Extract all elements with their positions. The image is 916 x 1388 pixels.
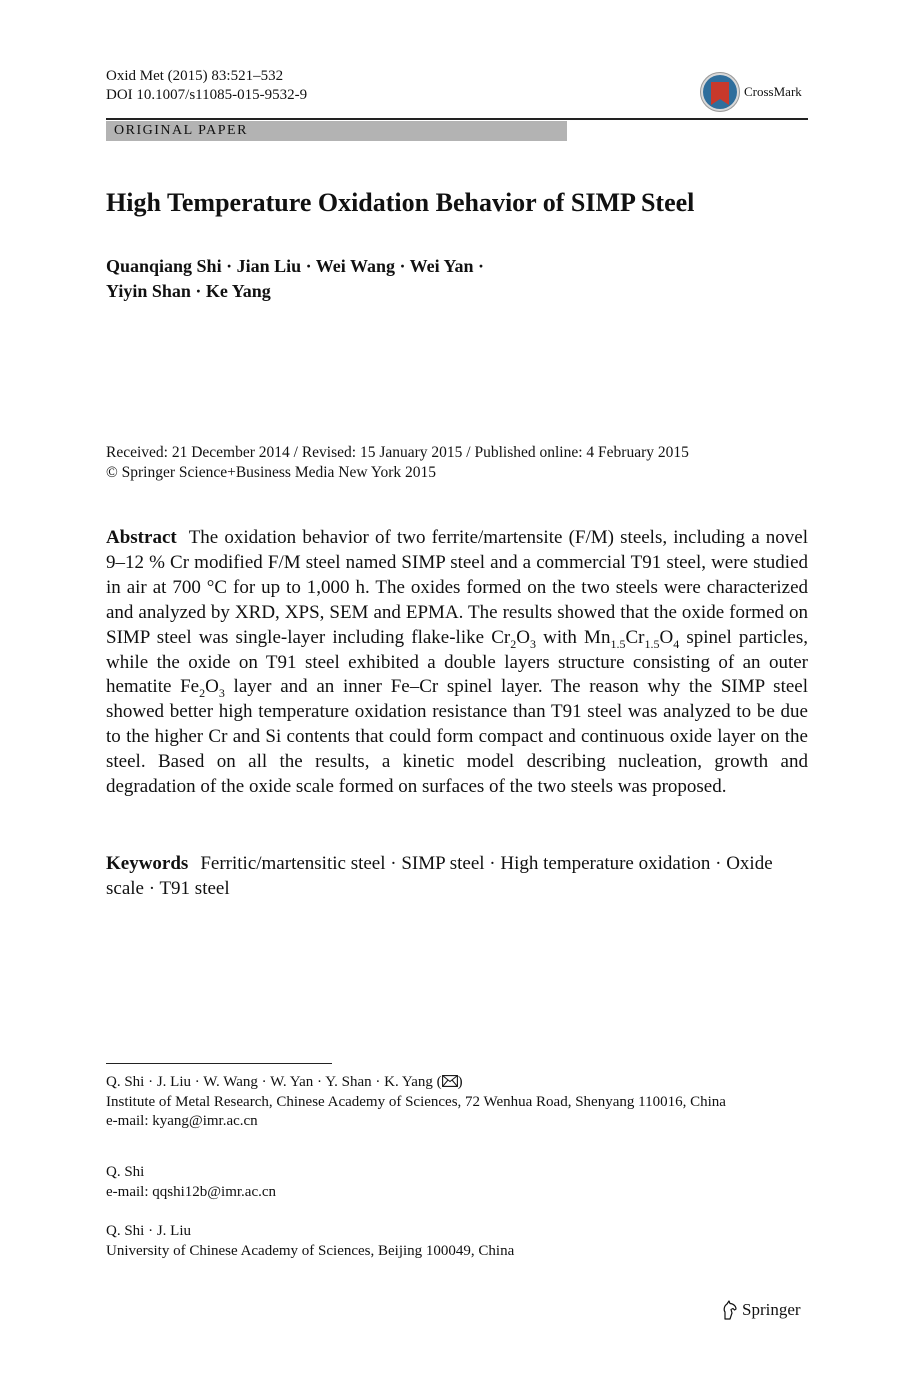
abstract-text: with Mn [535,626,611,648]
subscript: 3 [218,686,225,701]
author-line-2: Yiyin Shan · Ke Yang [106,281,271,301]
footnote-rule [106,1063,332,1064]
keywords-text: Ferritic/martensitic steel · SIMP steel · High temperature oxidation · Oxide scale · T91 steel [106,853,773,899]
subscript: 1.5 [610,636,626,651]
publisher-name: Springer [742,1300,801,1319]
footnote-email[interactable]: e-mail: kyang@imr.ac.cn [106,1113,258,1129]
journal-citation [106,67,307,105]
footnote-affiliation-2 [106,1163,808,1202]
subscript: 2 [199,686,206,701]
abstract-text: The oxidation behavior of two ferrite/martensite (F/M) steels, including a novel 9–12 % Cr modified F/M steel named SIMP steel and a commercial T91 steel, were studied in air at 700 °C for up to 1,000 h. The oxides formed on the two steels were characterized and analyzed by XRD, XPS, SEM and EPMA. The results showed that the oxide formed on SIMP steel was single-layer including flake-like Cr [106,527,808,648]
abstract-text: O [205,676,219,698]
footnote-authors: Q. Shi · J. Liu [106,1223,192,1239]
publisher-logo [722,1300,801,1320]
subscript: 2 [510,636,517,651]
footnote-email[interactable]: e-mail: qqshi12b@imr.ac.cn [106,1183,277,1200]
paper-type-banner: ORIGINAL PAPER [106,121,567,141]
author-line-1: Quanqiang Shi · Jian Liu · Wei Wang · Wei Yan · [106,256,484,276]
abstract-text: O [659,626,674,648]
abstract-text: spinel particles, while the oxide on T91 steel exhibited a double layers structure consisting of an outer hematite Fe [106,626,808,698]
footnote-authors: Q. Shi · J. Liu · W. Wang · W. Yan · Y. Shan · K. Yang ( [106,1074,442,1090]
history-dates: Received: 21 December 2014 / Revised: 15 January 2015 / Published online: 4 February 2015 [106,444,689,461]
footnote-affiliation-3 [106,1222,808,1261]
subscript: 1.5 [644,636,660,651]
footnote-institution: University of Chinese Academy of Sciences, Beijing 100049, China [106,1242,515,1259]
keywords [106,851,808,901]
subscript: 4 [673,636,680,651]
doi-line[interactable]: DOI 10.1007/s11085-015-9532-9 [106,87,308,103]
author-list [106,254,808,304]
article-title: High Temperature Oxidation Behavior of SIMP Steel [106,188,695,217]
abstract [106,526,808,800]
springer-horse-icon [722,1300,738,1320]
footnote-authors-line [106,1073,808,1093]
article-history [106,443,808,483]
footnote-paren: ) [457,1074,463,1090]
footnote-affiliation-1 [106,1073,808,1132]
envelope-icon [442,1075,458,1087]
keywords-heading: Keywords [106,853,189,874]
header-rule [106,118,808,120]
subscript: 3 [529,636,536,651]
abstract-heading: Abstract [106,527,177,548]
journal-line: Oxid Met (2015) 83:521–532 [106,68,284,84]
crossmark-label: CrossMark [744,84,802,99]
copyright-line: © Springer Science+Business Media New York 2015 [106,464,437,481]
abstract-text: layer and an inner Fe–Cr spinel layer. The reason why the SIMP steel showed better high temperature oxidation resistance than T91 steel was analyzed to be due to the higher Cr and Si contents that could form compact and continuous oxide layer on the steel. Based on all the results, a kinetic model describing nucleation, growth and degradation of the oxide scale formed on surfaces of the two steels was proposed. [106,676,808,798]
crossmark-badge[interactable] [699,71,802,113]
footnote-institution: Institute of Metal Research, Chinese Academy of Sciences, 72 Wenhua Road, Shenyang 110016, China [106,1093,726,1110]
abstract-text: O [516,626,530,648]
footnote-authors: Q. Shi [106,1164,145,1180]
abstract-text: Cr [625,626,645,648]
crossmark-icon [699,71,741,113]
